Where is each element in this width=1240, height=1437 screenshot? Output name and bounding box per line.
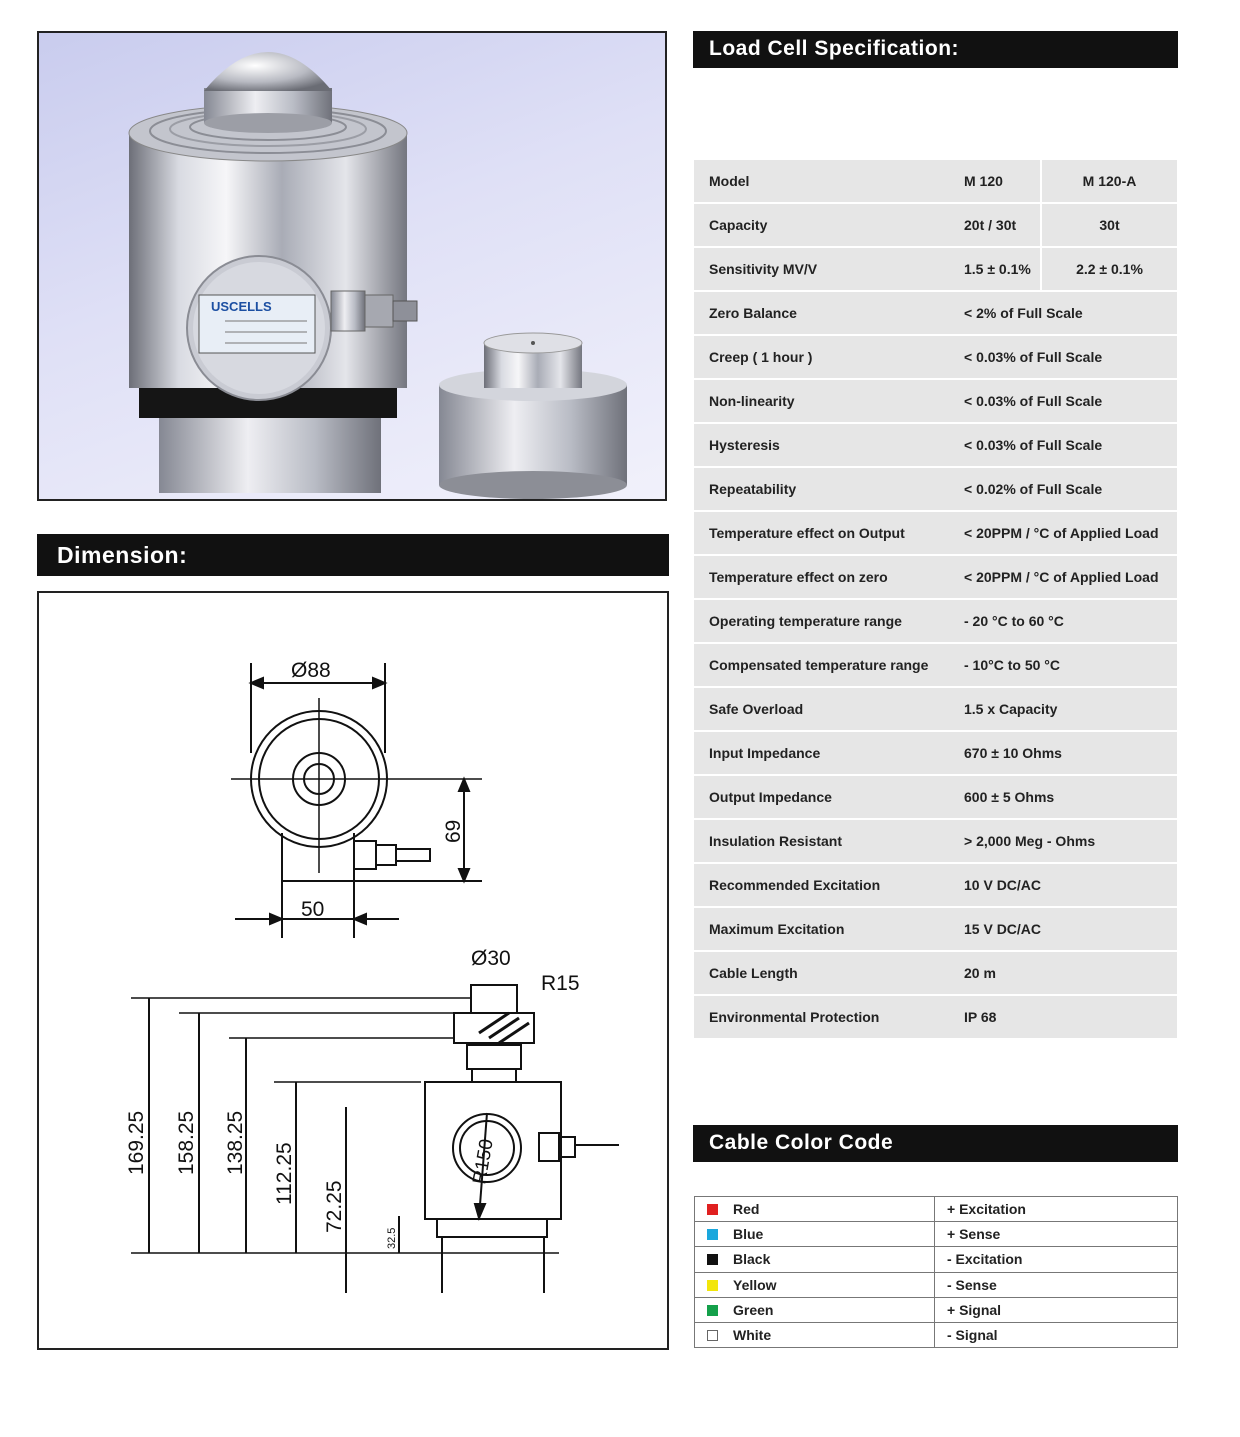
table-row (694, 379, 1177, 423)
spec-label: Safe Overload (694, 687, 949, 731)
cable-color-name: Red (733, 1201, 760, 1218)
cable-signal: - Excitation (935, 1247, 1178, 1272)
spec-value: IP 68 (949, 995, 1177, 1039)
spec-value: 2.2 ± 0.1% (1041, 247, 1177, 291)
specification-table (694, 160, 1177, 1040)
spec-label: Insulation Resistant (694, 819, 949, 863)
spec-value: 600 ± 5 Ohms (949, 775, 1177, 819)
spec-label: Output Impedance (694, 775, 949, 819)
cable-signal: + Sense (935, 1222, 1178, 1247)
table-row (694, 511, 1177, 555)
spec-value: < 20PPM / °C of Applied Load (949, 511, 1177, 555)
dim-top-diameter: Ø88 (291, 659, 331, 682)
table-row (695, 1322, 1178, 1347)
product-photo (37, 31, 667, 501)
technical-drawing (39, 593, 671, 1352)
table-row (694, 687, 1177, 731)
spec-value: < 0.03% of Full Scale (949, 379, 1177, 423)
table-row (694, 643, 1177, 687)
spec-label: Temperature effect on zero (694, 555, 949, 599)
table-row (694, 291, 1177, 335)
spec-label: Model (694, 160, 949, 203)
spec-value: - 20 °C to 60 °C (949, 599, 1177, 643)
cable-color-cell (695, 1297, 935, 1322)
cable-signal: - Signal (935, 1322, 1178, 1347)
table-row (694, 907, 1177, 951)
spec-value: - 10°C to 50 °C (949, 643, 1177, 687)
spec-label: Maximum Excitation (694, 907, 949, 951)
table-row (695, 1222, 1178, 1247)
dim-h2: 158.25 (175, 1110, 198, 1175)
dimension-header: Dimension: (37, 534, 669, 576)
cable-color-name: Green (733, 1301, 774, 1318)
spec-label: Repeatability (694, 467, 949, 511)
spec-label: Capacity (694, 203, 949, 247)
dim-h6: 32.5 (386, 1227, 398, 1249)
color-swatch (707, 1204, 718, 1215)
table-row (694, 995, 1177, 1039)
cable-color-cell (695, 1222, 935, 1247)
spec-value: 30t (1041, 203, 1177, 247)
cable-color-cell (695, 1322, 935, 1347)
table-row (694, 731, 1177, 775)
color-swatch (707, 1330, 718, 1341)
spec-value: 1.5 ± 0.1% (949, 247, 1041, 291)
color-swatch (707, 1305, 718, 1316)
table-row (694, 247, 1177, 291)
cable-color-cell (695, 1197, 935, 1222)
dim-radius: R15 (541, 972, 580, 995)
cable-color-name: Blue (733, 1226, 764, 1243)
table-row (694, 599, 1177, 643)
table-row (694, 335, 1177, 379)
cable-color-cell (695, 1272, 935, 1297)
spec-label: Creep ( 1 hour ) (694, 335, 949, 379)
spec-label: Non-linearity (694, 379, 949, 423)
cable-color-name: White (733, 1327, 772, 1344)
table-row (694, 775, 1177, 819)
table-row (694, 819, 1177, 863)
table-row (694, 863, 1177, 907)
specification-header: Load Cell Specification: (693, 31, 1178, 68)
dim-h3: 138.25 (224, 1110, 247, 1175)
spec-label: Operating temperature range (694, 599, 949, 643)
cable-signal: - Sense (935, 1272, 1178, 1297)
spec-value: M 120-A (1041, 160, 1177, 203)
spec-value: M 120 (949, 160, 1041, 203)
spec-value: 20t / 30t (949, 203, 1041, 247)
cable-signal: + Signal (935, 1297, 1178, 1322)
spec-label: Sensitivity MV/V (694, 247, 949, 291)
spec-label: Compensated temperature range (694, 643, 949, 687)
spec-label: Cable Length (694, 951, 949, 995)
spec-value: 670 ± 10 Ohms (949, 731, 1177, 775)
table-row (694, 951, 1177, 995)
spec-value: 15 V DC/AC (949, 907, 1177, 951)
spec-value: < 0.03% of Full Scale (949, 423, 1177, 467)
table-row (695, 1272, 1178, 1297)
spec-label: Input Impedance (694, 731, 949, 775)
table-row (694, 555, 1177, 599)
cable-color-table (694, 1196, 1178, 1348)
dim-h4: 112.25 (273, 1142, 296, 1205)
spec-value: < 0.03% of Full Scale (949, 335, 1177, 379)
spec-value: < 2% of Full Scale (949, 291, 1177, 335)
table-row (694, 423, 1177, 467)
color-swatch (707, 1280, 718, 1291)
table-row (694, 160, 1177, 203)
brand-label: USCELLS (211, 299, 272, 314)
spec-label: Environmental Protection (694, 995, 949, 1039)
table-row (695, 1297, 1178, 1322)
color-swatch (707, 1229, 718, 1240)
color-swatch (707, 1254, 718, 1265)
table-row (695, 1197, 1178, 1222)
spec-value: > 2,000 Meg - Ohms (949, 819, 1177, 863)
spec-label: Recommended Excitation (694, 863, 949, 907)
dim-h1: 169.25 (125, 1110, 148, 1175)
cable-color-cell (695, 1247, 935, 1272)
spec-value: 20 m (949, 951, 1177, 995)
spec-value: < 0.02% of Full Scale (949, 467, 1177, 511)
spec-label: Zero Balance (694, 291, 949, 335)
cable-color-name: Yellow (733, 1276, 777, 1293)
spec-label: Hysteresis (694, 423, 949, 467)
load-cell-illustration (39, 33, 667, 501)
spec-value: 1.5 x Capacity (949, 687, 1177, 731)
dim-top-height: 69 (442, 819, 465, 843)
dim-h5: 72.25 (323, 1180, 346, 1233)
dim-r150: R150 (469, 1137, 498, 1186)
cable-signal: + Excitation (935, 1197, 1178, 1222)
cable-header: Cable Color Code (693, 1125, 1178, 1162)
dim-top-width: 50 (301, 898, 325, 921)
table-row (695, 1247, 1178, 1272)
cable-color-name: Black (733, 1251, 771, 1268)
dimension-drawing (37, 591, 669, 1350)
spec-value: 10 V DC/AC (949, 863, 1177, 907)
dim-cap-diameter: Ø30 (471, 947, 511, 970)
spec-value: < 20PPM / °C of Applied Load (949, 555, 1177, 599)
spec-label: Temperature effect on Output (694, 511, 949, 555)
table-row (694, 467, 1177, 511)
table-row (694, 203, 1177, 247)
